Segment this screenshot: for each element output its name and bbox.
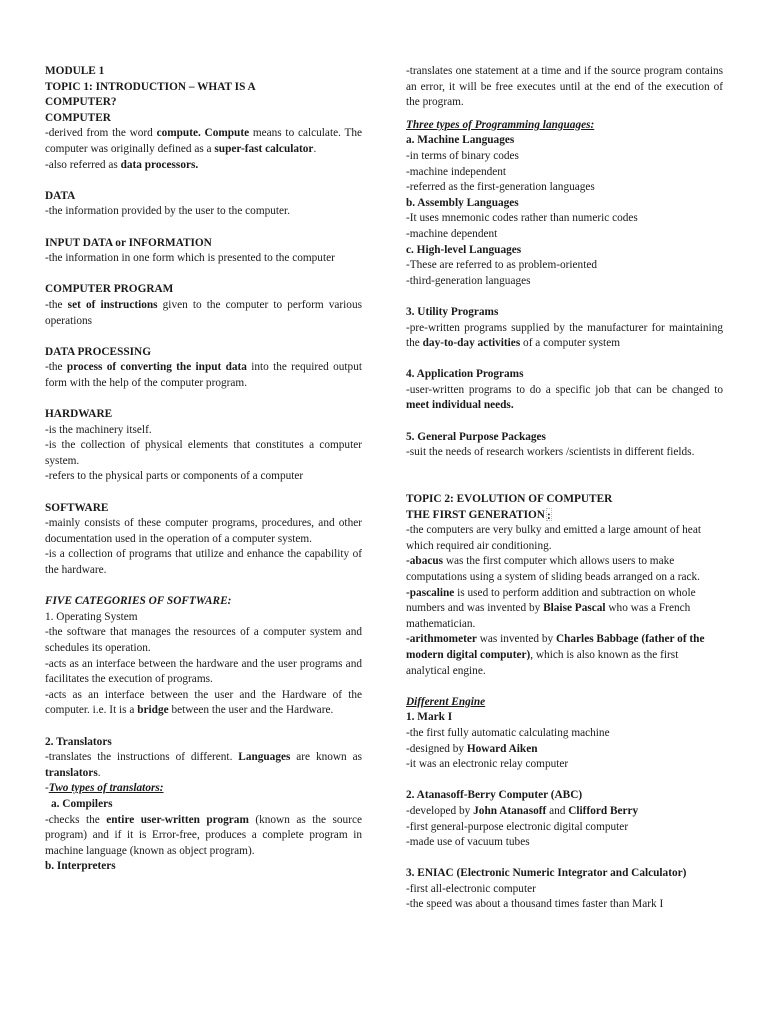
high-level-languages-heading: c. High-level Languages xyxy=(406,243,522,256)
software-line2: -is a collection of programs that utilize and enhance the capability of the hardware. xyxy=(45,548,362,576)
computer-heading: COMPUTER xyxy=(45,111,111,124)
machine-languages-heading: a. Machine Languages xyxy=(406,134,515,147)
first-generation-heading: THE FIRST GENERATION : xyxy=(406,508,551,522)
utility-programs-definition: -pre-written programs supplied by the manufacturer for maintaining the day-to-day activities of a computer system xyxy=(406,321,723,350)
topic2-heading: TOPIC 2: EVOLUTION OF COMPUTER xyxy=(406,493,613,506)
computer-program-heading: COMPUTER PROGRAM xyxy=(45,283,174,296)
eniac-line1: -first all-electronic computer xyxy=(406,882,536,895)
first-generation-line1: -the computers are very bulky and emitted a large amount of heat which required air conditioning. xyxy=(406,524,701,552)
topic1-title-line2: COMPUTER? xyxy=(45,96,117,109)
computer-program-definition: -the set of instructions given to the computer to perform various operations xyxy=(45,298,362,327)
operating-system-line3: -acts as an interface between the user and the Hardware of the computer. i.e. It is a bridge between the user and the Hardware. xyxy=(45,688,362,717)
left-column xyxy=(45,64,362,875)
hardware-line2: -is the collection of physical elements that constitutes a computer system. xyxy=(45,439,362,467)
abc-line1: -developed by John Atanasoff and Clifford Berry xyxy=(406,804,639,817)
application-programs-definition: -user-written programs to do a specific job that can be changed to meet individual needs. xyxy=(406,383,723,412)
interpreters-heading: b. Interpreters xyxy=(45,860,116,873)
assembly-languages-line1: -It uses mnemonic codes rather than numeric codes xyxy=(406,212,638,225)
machine-languages-line2: -machine independent xyxy=(406,165,507,178)
module-title: MODULE 1 xyxy=(45,65,105,77)
assembly-languages-line2: -machine dependent xyxy=(406,227,498,240)
operating-system-line1: -the software that manages the resources of a computer system and schedules its operation. xyxy=(45,626,362,654)
mark1-line1: -the first fully automatic calculating machine xyxy=(406,726,610,739)
translators-definition: -translates the instructions of different. Languages are known as translators. xyxy=(45,751,362,779)
input-data-heading: INPUT DATA or INFORMATION xyxy=(45,236,212,249)
eniac-line2: -the speed was about a thousand times faster than Mark I xyxy=(406,898,664,911)
general-purpose-definition: -suit the needs of research workers /scientists in different fields. xyxy=(406,446,695,459)
compilers-heading: a. Compilers xyxy=(51,797,113,810)
three-types-heading: Three types of Programming languages: xyxy=(406,118,595,131)
compilers-definition: -checks the entire user-written program (known as the source program) and if it is Error-free, produces a complete program in machine language (known as object program). xyxy=(45,813,362,857)
data-processing-heading: DATA PROCESSING xyxy=(45,345,151,358)
hardware-heading: HARDWARE xyxy=(45,408,113,421)
high-level-languages-line1: -These are referred to as problem-oriented xyxy=(406,259,598,272)
abc-heading: 2. Atanasoff-Berry Computer (ABC) xyxy=(406,789,583,802)
input-data-definition: -the information in one form which is presented to the computer xyxy=(45,252,335,265)
utility-programs-heading: 3. Utility Programs xyxy=(406,305,499,318)
abacus-line: -abacus was the first computer which allows users to make computations using a system of sliding beads arranged on a rack. xyxy=(406,555,700,583)
translators-heading: 2. Translators xyxy=(45,735,112,748)
data-heading: DATA xyxy=(45,189,76,202)
hardware-line3: -refers to the physical parts or components of a computer xyxy=(45,470,304,483)
general-purpose-heading: 5. General Purpose Packages xyxy=(406,430,546,443)
right-column xyxy=(406,64,723,913)
pascaline-line: -pascaline is used to perform addition and subtraction on whole numbers and was invented by Blaise Pascal who was a French mathematician. xyxy=(406,586,696,630)
data-definition: -the information provided by the user to the computer. xyxy=(45,205,291,218)
eniac-heading: 3. ENIAC (Electronic Numeric Integrator and Calculator) xyxy=(406,867,687,880)
software-heading: SOFTWARE xyxy=(45,501,109,514)
mark1-line3: -it was an electronic relay computer xyxy=(406,758,569,771)
machine-languages-line1: -in terms of binary codes xyxy=(406,149,519,162)
data-processing-definition: -the process of converting the input data into the required output form with the help of the computer program. xyxy=(45,361,362,389)
operating-system-line2: -acts as an interface between the hardware and the user programs and facilitates the execution of programs. xyxy=(45,657,362,686)
application-programs-heading: 4. Application Programs xyxy=(406,368,524,381)
assembly-languages-heading: b. Assembly Languages xyxy=(406,196,519,209)
topic1-title-line1: TOPIC 1: INTRODUCTION – WHAT IS A xyxy=(45,80,256,93)
mark1-heading: 1. Mark I xyxy=(406,711,453,724)
abc-line3: -made use of vacuum tubes xyxy=(406,836,530,849)
machine-languages-line3: -referred as the first-generation languages xyxy=(406,181,595,194)
arithmometer-line: -arithmometer was invented by Charles Babbage (father of the modern digital computer), which is also known as the first analytical engine. xyxy=(406,633,705,677)
operating-system-title: 1. Operating System xyxy=(45,610,138,623)
five-categories-heading: FIVE CATEGORIES OF SOFTWARE: xyxy=(45,595,232,608)
software-line1: -mainly consists of these computer programs, procedures, and other documentation used in the operation of a computer system. xyxy=(45,517,362,545)
interpreters-definition: -translates one statement at a time and if the source program contains an error, it will be free executes until at the end of the execution of the program. xyxy=(406,65,723,109)
abc-line2: -first general-purpose electronic digital computer xyxy=(406,820,629,833)
computer-definition: -derived from the word compute. Compute means to calculate. The computer was originally defined as a super-fast calculator. xyxy=(45,127,363,155)
two-types-translators: -Two types of translators: xyxy=(45,782,164,795)
mark1-line2: -designed by Howard Aiken xyxy=(406,742,538,755)
high-level-languages-line2: -third-generation languages xyxy=(406,274,531,287)
computer-also-referred: -also referred as data processors. xyxy=(45,158,199,171)
different-engine-heading: Different Engine xyxy=(406,695,486,708)
hardware-line1: -is the machinery itself. xyxy=(45,423,152,436)
